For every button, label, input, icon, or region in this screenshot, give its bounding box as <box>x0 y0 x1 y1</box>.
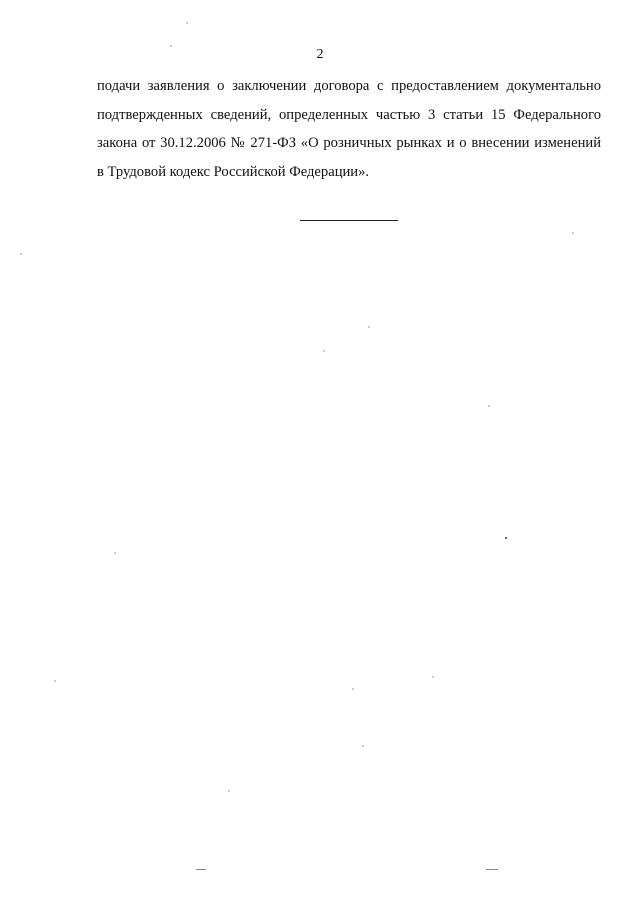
scan-speck <box>572 232 574 234</box>
end-separator-rule <box>300 220 398 221</box>
paragraph-line: подачи заявления о заключении договора с предоставлением документально <box>97 78 601 94</box>
scan-speck <box>368 326 370 328</box>
page-number: 2 <box>316 47 324 62</box>
paragraph-line: закона от 30.12.2006 № 271-ФЗ «О розничных рынках и о внесении изменений <box>97 135 601 151</box>
scan-speck <box>352 688 354 690</box>
paragraph <box>97 72 601 186</box>
scan-speck <box>228 790 230 792</box>
scan-speck <box>362 745 364 747</box>
paragraph-line: в Трудовой кодекс Российской Федерации». <box>97 163 370 180</box>
scan-artifact <box>486 869 498 870</box>
scan-speck <box>20 253 22 255</box>
scan-artifact <box>196 869 206 870</box>
scan-speck <box>505 537 507 539</box>
scan-speck <box>323 350 325 352</box>
scan-speck <box>54 680 56 682</box>
scan-speck <box>170 45 172 47</box>
scan-speck <box>114 552 116 554</box>
scan-speck <box>186 22 188 24</box>
scan-speck <box>488 405 490 407</box>
scan-speck <box>432 676 434 678</box>
paragraph-line: подтвержденных сведений, определенных частью 3 статьи 15 Федерального <box>97 106 601 123</box>
